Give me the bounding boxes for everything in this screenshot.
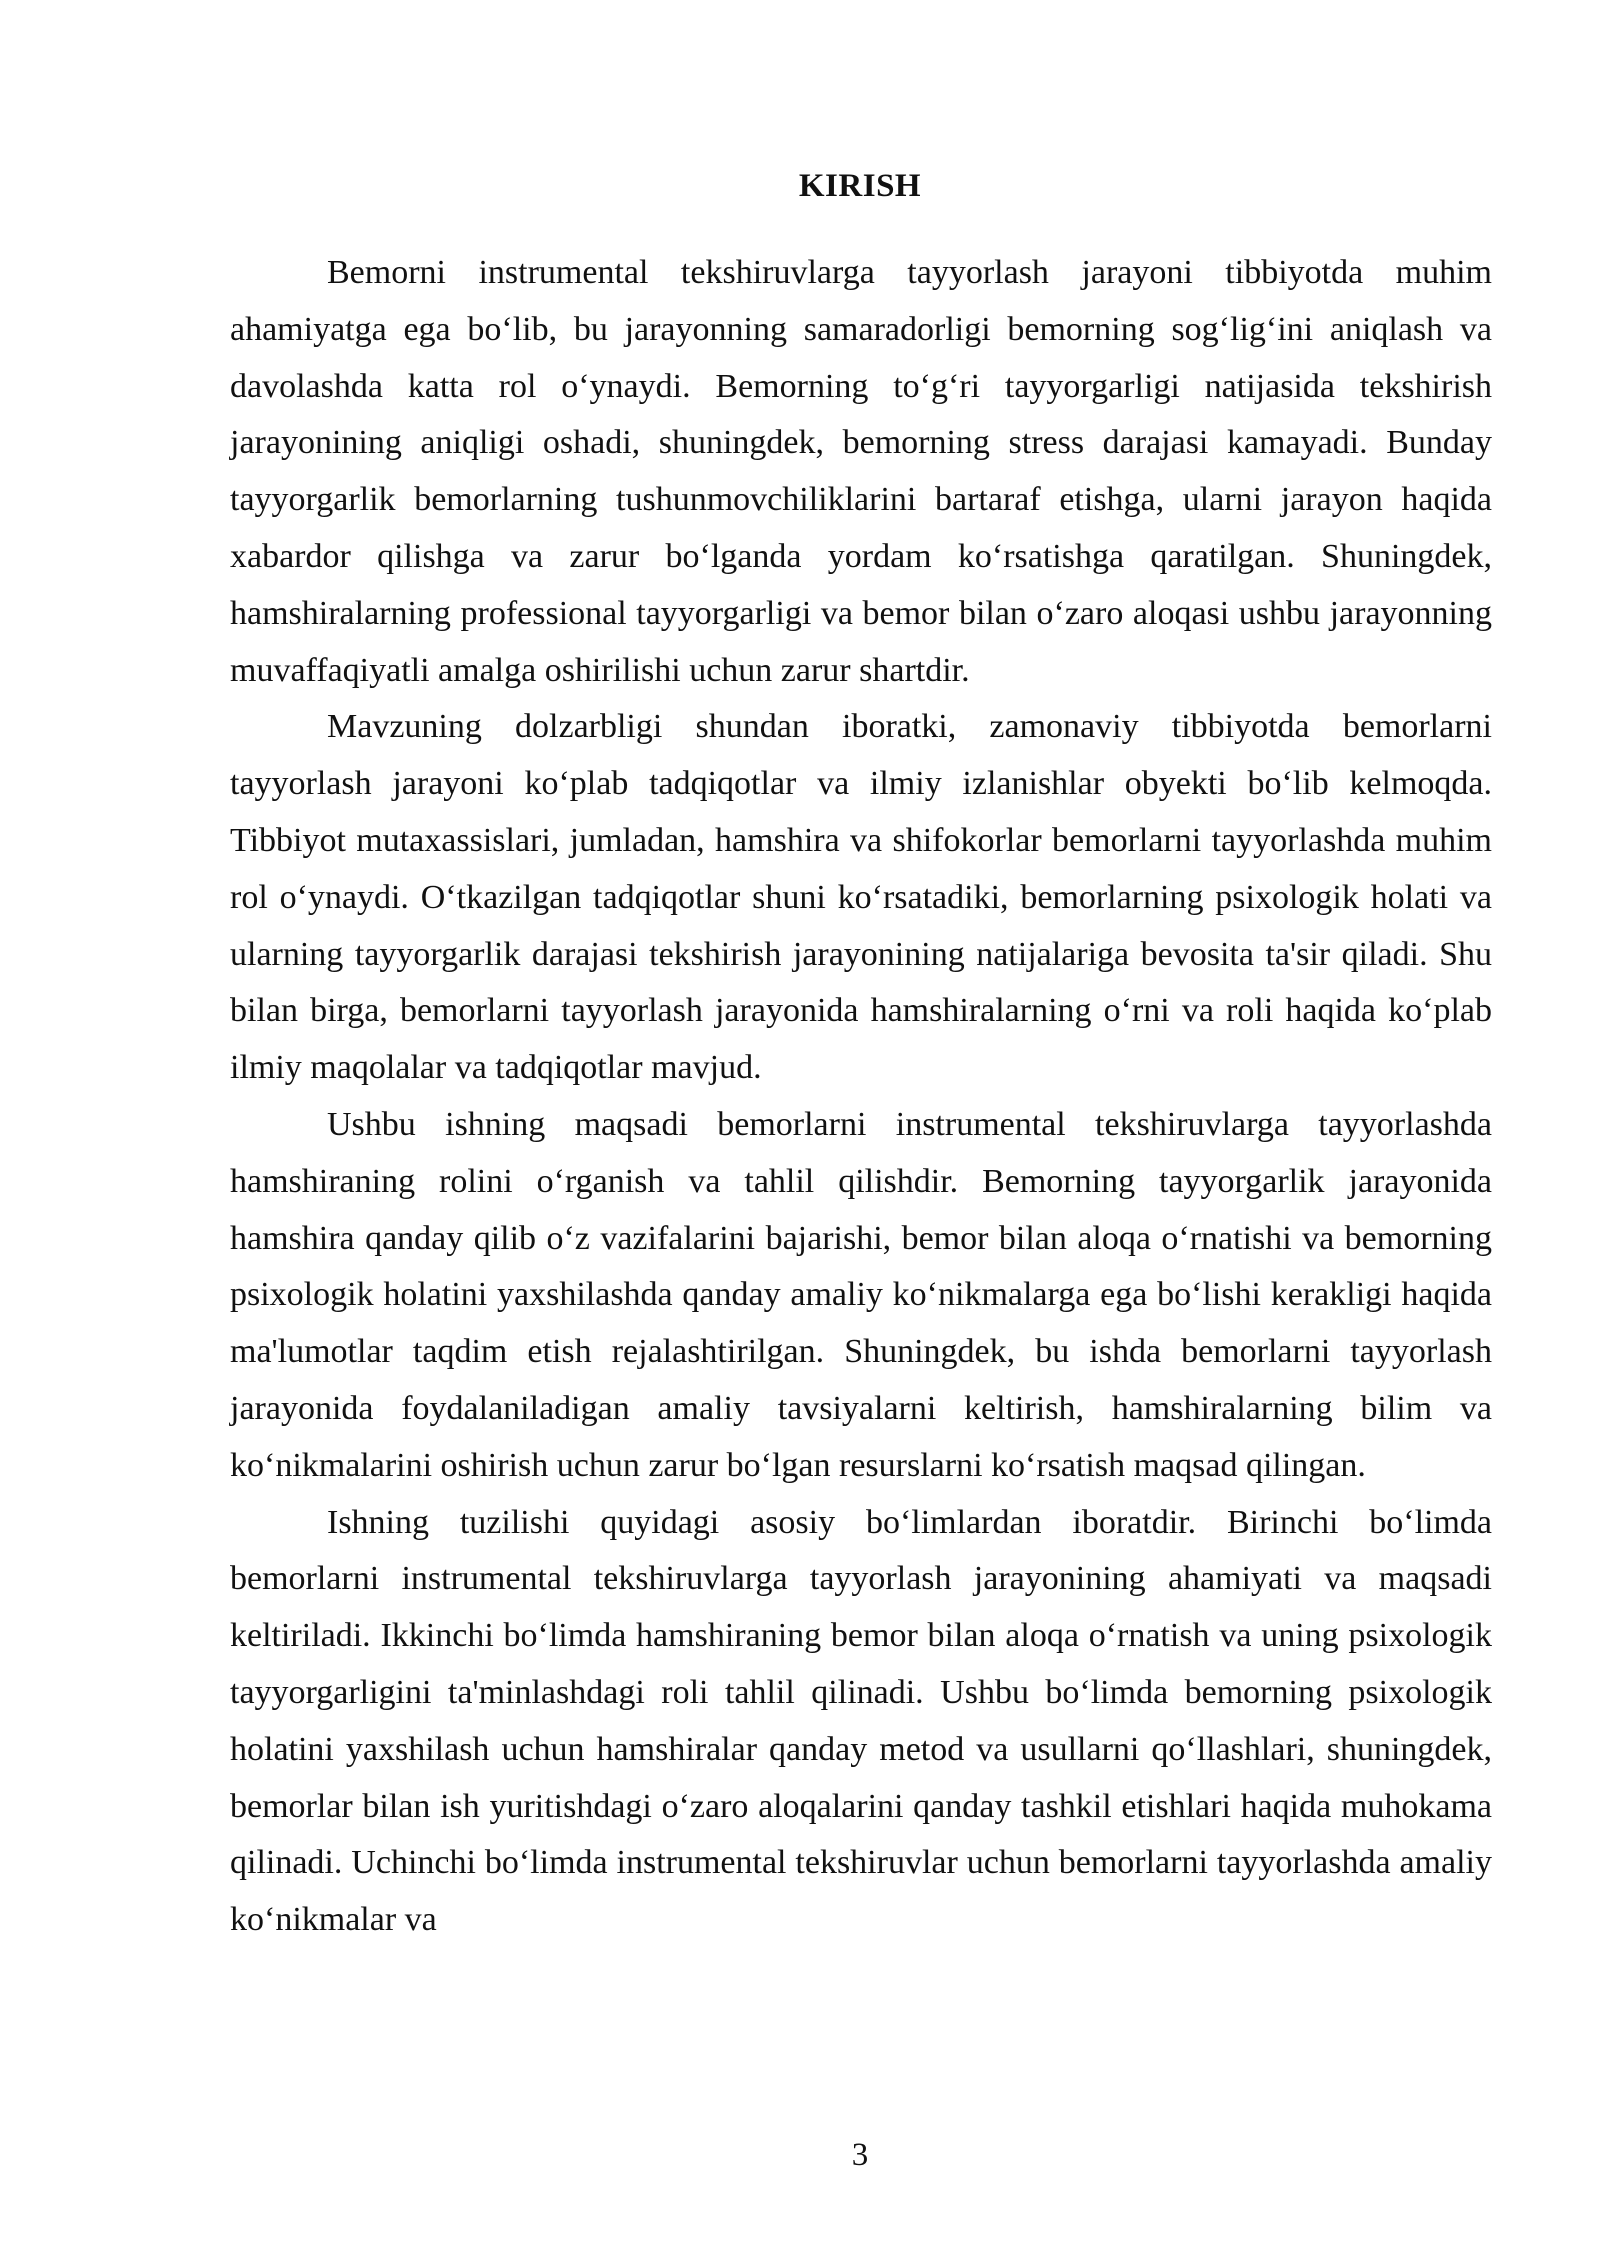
page-number: 3 xyxy=(851,2137,869,2173)
paragraph: Ushbu ishning maqsadi bemorlarni instrumental tekshiruvlarga tayyorlashda hamshiraning rolini o‘rganish va tahlil qilishdir. Bemorning tayyorgarlik jarayonida hamshira qanday qilib o‘z vazifalarini bajarishi, bemor bilan aloqa o‘rnatishi va bemorning psixologik holatini yaxshilashda qanday amaliy ko‘nikmalarga ega bo‘lishi kerakligi haqida ma'lumotlar taqdim etish rejalashtirilgan. Shuningdek, bu ishda bemorlarni tayyorlash jarayonida foydalaniladigan amaliy tavsiyalarni keltirish, hamshiralarning bilim va ko‘nikmalarini oshirish uchun zarur bo‘lgan resurslarni ko‘rsatish maqsad qilingan. xyxy=(230,1105,1492,1484)
body-text xyxy=(230,245,1492,1949)
paragraph: Bemorni instrumental tekshiruvlarga tayyorlash jarayoni tibbiyotda muhim ahamiyatga ega bo‘lib, bu jarayonning samaradorligi bemorning sog‘lig‘ini aniqlash va davolashda katta rol o‘ynaydi. Bemorning to‘g‘ri tayyorgarligi natijasida tekshirish jarayonining aniqligi oshadi, shuningdek, bemorning stress darajasi kamayadi. Bunday tayyorgarlik bemorlarning tushunmovchiliklarini bartaraf etishga, ularni jarayon haqida xabardor qilishga va zarur bo‘lganda yordam ko‘rsatishga qaratilgan. Shuningdek, hamshiralarning professional tayyorgarligi va bemor bilan o‘zaro aloqasi ushbu jarayonning muvaffaqiyatli amalga oshirilishi uchun zarur shartdir. xyxy=(230,254,1492,689)
page-title: KIRISH xyxy=(798,168,922,204)
paragraph: Mavzuning dolzarbligi shundan iboratki, zamonaviy tibbiyotda bemorlarni tayyorlash jarayoni ko‘plab tadqiqotlar va ilmiy izlanishlar obyekti bo‘lib kelmoqda. Tibbiyot mutaxassislari, jumladan, hamshira va shifokorlar bemorlarni tayyorlashda muhim rol o‘ynaydi. O‘tkazilgan tadqiqotlar shuni ko‘rsatadiki, bemorlarning psixologik holati va ularning tayyorgarlik darajasi tekshirish jarayonining natijalariga bevosita ta'sir qiladi. Shu bilan birga, bemorlarni tayyorlash jarayonida hamshiralarning o‘rni va roli haqida ko‘plab ilmiy maqolalar va tadqiqotlar mavjud. xyxy=(230,708,1492,1087)
paragraph: Ishning tuzilishi quyidagi asosiy bo‘limlardan iboratdir. Birinchi bo‘limda bemorlarni instrumental tekshiruvlarga tayyorlash jarayonining ahamiyati va maqsadi keltiriladi. Ikkinchi bo‘limda hamshiraning bemor bilan aloqa o‘rnatish va uning psixologik tayyorgarligini ta'minlashdagi roli tahlil qilinadi. Ushbu bo‘limda bemorning psixologik holatini yaxshilash uchun hamshiralar qanday metod va usullarni qo‘llashlari, shuningdek, bemorlar bilan ish yuritishdagi o‘zaro aloqalarini qanday tashkil etishlari haqida muhokama qilinadi. Uchinchi bo‘limda instrumental tekshiruvlar uchun bemorlarni tayyorlashda amaliy ko‘nikmalar va xyxy=(230,1503,1492,1939)
